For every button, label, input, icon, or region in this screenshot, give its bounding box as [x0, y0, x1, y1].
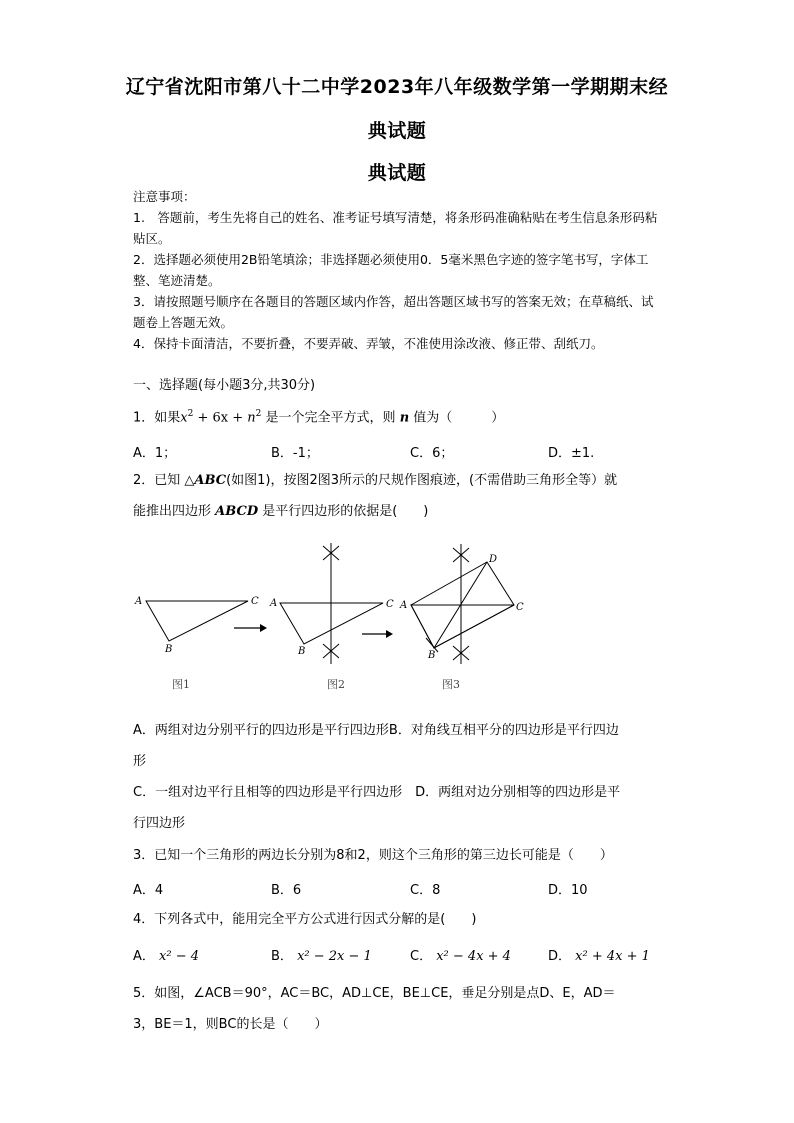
figure-3-caption: 图3 [442, 678, 460, 691]
q2-options [133, 715, 663, 839]
q2-line2-post: 是平行四边形的依据是( ) [262, 504, 429, 519]
fig1-label-b: B [165, 644, 173, 655]
q2-line1-post: (如图1)，按图2图3所示的尺规作图痕迹，(不需借助三角形全等）就 [226, 473, 618, 488]
q4-options [133, 945, 673, 967]
notice-heading: 注意事项： [133, 189, 196, 204]
option-expr: x² + 4x + 1 [575, 949, 650, 964]
question-5 [133, 978, 663, 1040]
option-d[interactable]: D．±1. [548, 446, 595, 461]
option-b[interactable]: B．对角线互相平分的四边形是平行四边 [388, 723, 619, 738]
q1-end: 值为（ ） [413, 410, 505, 426]
option-b[interactable]: B．-1； [271, 446, 319, 461]
q1-expr-mid: + 6x + [193, 410, 248, 426]
question-2 [133, 465, 663, 527]
option-label: A． [133, 949, 155, 964]
fig2-label-c: C [386, 599, 394, 610]
fig3-label-b: B [428, 650, 436, 661]
figure-2-caption: 图2 [327, 678, 345, 691]
option-b-cont: 形 [133, 754, 147, 769]
notice-item: 4．保持卡面清洁，不要折叠，不要弄破、弄皱，不准使用涂改液、修正带、刮纸刀。 [133, 336, 604, 351]
q1-var: n [399, 410, 410, 426]
figure-1-caption: 图1 [172, 678, 190, 691]
q2-line2-pre: 能推出四边形 [133, 504, 212, 519]
exam-title-line3: 典试题 [367, 162, 427, 184]
arrow-icon [362, 630, 393, 638]
q1-suffix: 是一个完全平方式，则 [265, 410, 396, 426]
fig2-label-a: A [270, 598, 278, 609]
option-expr: x² − 2x − 1 [297, 949, 372, 964]
fig3-label-d: D [489, 554, 498, 565]
option-d[interactable] [548, 945, 650, 964]
q2-abcd: ABCD [215, 504, 259, 519]
fig3-label-a: A [400, 600, 408, 611]
q1-prefix: 1．如果 [133, 410, 181, 426]
q5-line1: 5．如图，∠ACB＝90°，AC＝BC，AD⊥CE，BE⊥CE，垂足分别是点D、E，AD＝ [133, 986, 616, 1001]
q2-line1-pre: 2．已知 △ [133, 473, 195, 488]
q5-line2: 3，BE＝1，则BC的长是（ ） [133, 1017, 328, 1032]
option-b[interactable] [271, 945, 372, 964]
notice-item: 1. 答题前，考生先将自己的姓名、准考证号填写清楚，将条形码准确粘贴在考生信息条形码粘贴区。 [133, 210, 658, 246]
question-4: 4．下列各式中，能用完全平方公式进行因式分解的是( ) [133, 912, 477, 927]
option-b[interactable]: B．6 [271, 883, 302, 898]
option-d-cont: 行四边形 [133, 816, 186, 831]
notice-item: 3．请按照题号顺序在各题目的答题区域内作答，超出答题区域书写的答案无效；在草稿纸、试题卷上答题无效。 [133, 294, 654, 330]
option-c[interactable]: C．一组对边平行且相等的四边形是平行四边形 [133, 785, 403, 800]
q2-figures [130, 540, 530, 700]
fig2-label-b: B [298, 646, 306, 657]
section-heading: 一、选择题(每小题3分,共30分) [133, 378, 316, 393]
exam-title-line1: 辽宁省沈阳市第八十二中学2023年八年级数学第一学期期末经 [125, 76, 669, 98]
option-d[interactable]: D．10 [548, 883, 588, 898]
notice-block [133, 186, 663, 354]
exam-title-line2: 典试题 [367, 120, 427, 142]
q1-expr-n: n [247, 410, 256, 426]
notice-item: 2．选择题必须使用2B铅笔填涂；非选择题必须使用0．5毫米黑色字迹的签字笔书写，字体工整、笔迹清楚。 [133, 252, 649, 288]
option-expr: x² − 4 [159, 949, 200, 964]
option-a[interactable]: A．4 [133, 883, 164, 898]
q1-options [133, 442, 673, 464]
option-a[interactable] [133, 945, 199, 964]
question-3: 3．已知一个三角形的两边长分别为8和2，则这个三角形的第三边长可能是（ ） [133, 848, 613, 863]
question-1: 1．如果$x^2 + 6x + n^2$ 是一个完全平方式，则 n 值为（ ） [133, 409, 505, 426]
option-c[interactable] [410, 945, 511, 964]
option-c[interactable]: C．8 [410, 883, 441, 898]
fig1-label-c: C [251, 596, 259, 607]
option-label: D． [548, 949, 572, 964]
option-c[interactable]: C．6； [410, 446, 454, 461]
fig1-label-a: A [135, 596, 143, 607]
option-label: B． [271, 949, 293, 964]
q2-abc: ABC [194, 473, 227, 488]
arrow-icon [234, 624, 267, 632]
figure-3-parallelogram [411, 544, 514, 664]
option-d[interactable]: D．两组对边分别相等的四边形是平 [415, 785, 621, 800]
option-label: C． [410, 949, 433, 964]
option-a[interactable]: A．两组对边分别平行的四边形是平行四边形 [133, 723, 389, 738]
q1-expr-x: x [180, 410, 188, 426]
q3-options [133, 879, 673, 901]
figure-2-construction [280, 543, 383, 664]
option-a[interactable]: A．1； [133, 446, 177, 461]
fig3-label-c: C [516, 602, 524, 613]
option-expr: x² − 4x + 4 [436, 949, 511, 964]
figure-1-triangle [146, 601, 248, 641]
